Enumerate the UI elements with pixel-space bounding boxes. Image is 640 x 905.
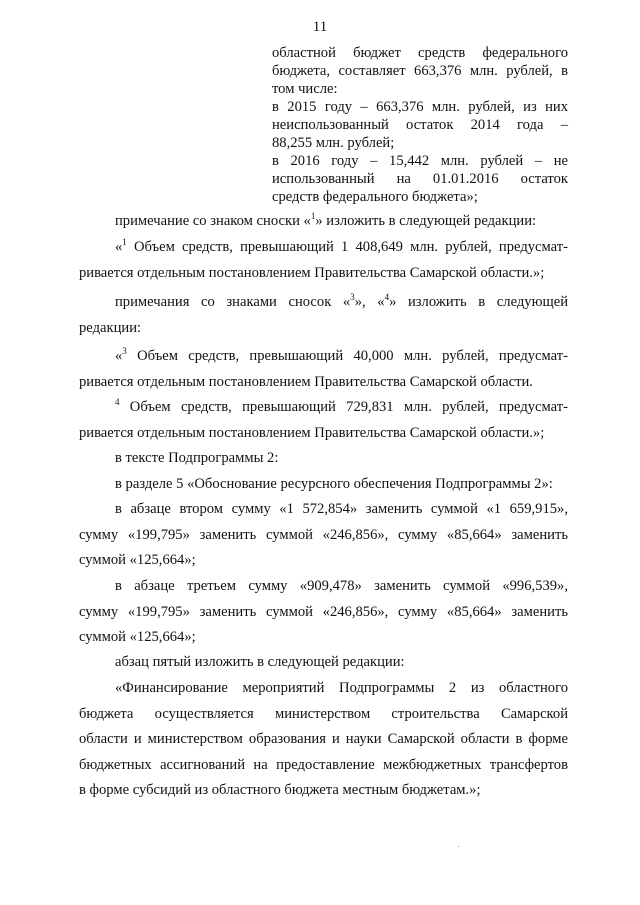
footnote-sup: 4	[384, 292, 390, 302]
text-run: » изложить в следующей редакции:	[315, 213, 537, 229]
text-line: ривается отдельным постановлением Правительства Самарской области.»;	[79, 424, 545, 441]
right-block-line: неиспользованный остаток 2014 года –	[272, 117, 568, 133]
text-run: «	[115, 348, 123, 364]
paragraph-second-abzac	[79, 497, 568, 574]
paragraph-footnote-4-text	[79, 395, 568, 446]
text-line: бюджетных ассигнований на предоставление межбюджетных трансфертов	[79, 756, 568, 773]
right-block-line: том числе:	[272, 81, 338, 97]
paragraph-footnotes-3-4-note	[79, 290, 568, 341]
text-line: ривается отдельным постановлением Правительства Самарской области.	[79, 373, 533, 390]
paragraph-third-abzac	[79, 574, 568, 651]
right-block-line: в 2016 году – 15,442 млн. рублей – не	[272, 153, 568, 169]
right-block-line: бюджета, составляет 663,376 млн. рублей, в	[272, 63, 568, 79]
paragraph-financing	[79, 676, 568, 804]
text-line: абзац пятый изложить в следующей редакции:	[115, 654, 405, 670]
text-run: примечания со знаками сносок «	[115, 294, 351, 310]
text-line: редакции:	[79, 319, 142, 336]
text-line: в тексте Подпрограммы 2:	[115, 450, 279, 466]
text-line: в форме субсидий из областного бюджета местным бюджетам.»;	[79, 782, 481, 798]
footnote-sup: 1	[310, 211, 316, 221]
right-block-line: 88,255 млн. рублей;	[272, 135, 395, 151]
text-line: суммой «125,664»;	[79, 552, 196, 568]
right-block-line: использованный на 01.01.2016 остаток	[272, 171, 568, 187]
page-number: 11	[312, 19, 328, 35]
text-line: ривается отдельным постановлением Правительства Самарской области.»;	[79, 264, 545, 281]
scan-speck	[458, 846, 459, 847]
text-run: Объем средств, превышающий 40,000 млн. рублей, предусмат-	[126, 348, 568, 364]
text-run: примечание со знаком сноски «	[115, 213, 311, 229]
text-line: в разделе 5 «Обоснование ресурсного обеспечения Подпрограммы 2»:	[115, 476, 553, 492]
text-line: в абзаце третьем сумму «909,478» заменить суммой «996,539»,	[115, 578, 568, 594]
right-block-line: областной бюджет средств федерального	[272, 45, 568, 61]
paragraph-fifth-abzac-note	[79, 650, 568, 676]
text-run: «	[115, 239, 123, 255]
text-line: бюджета осуществляется министерством строительства Самарской	[79, 705, 568, 722]
text-run: » изложить в следующей	[389, 294, 569, 310]
footnote-sup: 4	[115, 397, 120, 407]
paragraph-section-5	[79, 472, 568, 498]
footnote-sup: 3	[350, 292, 355, 302]
paragraph-footnote-3-text	[79, 344, 568, 395]
text-line: области и министерством образования и науки Самарской области в форме	[79, 731, 568, 747]
text-line: «Финансирование мероприятий Подпрограммы 2 из областного	[115, 680, 568, 696]
right-block-line: средств федерального бюджета»;	[272, 189, 478, 205]
text-run: », «	[354, 294, 385, 310]
paragraph-footnote-1-text	[79, 235, 568, 286]
text-run: Объем средств, превышающий 1 408,649 млн. рублей, предусмат-	[126, 239, 568, 255]
right-block-line: в 2015 году – 663,376 млн. рублей, из них	[272, 99, 568, 115]
text-line: сумму «199,795» заменить суммой «246,856», сумму «85,664» заменить	[79, 603, 568, 620]
paragraph-footnote-1-note	[79, 209, 568, 235]
footnote-sup: 3	[122, 346, 127, 356]
text-line: сумму «199,795» заменить суммой «246,856», сумму «85,664» заменить	[79, 526, 568, 543]
text-run: Объем средств, превышающий 729,831 млн. рублей, предусмат-	[119, 399, 568, 415]
footnote-sup: 1	[122, 237, 127, 247]
paragraph-subprogram-text	[79, 446, 568, 472]
text-line: в абзаце втором сумму «1 572,854» заменить суммой «1 659,915»,	[115, 501, 568, 517]
text-line: суммой «125,664»;	[79, 629, 196, 645]
right-aligned-block	[272, 44, 568, 206]
